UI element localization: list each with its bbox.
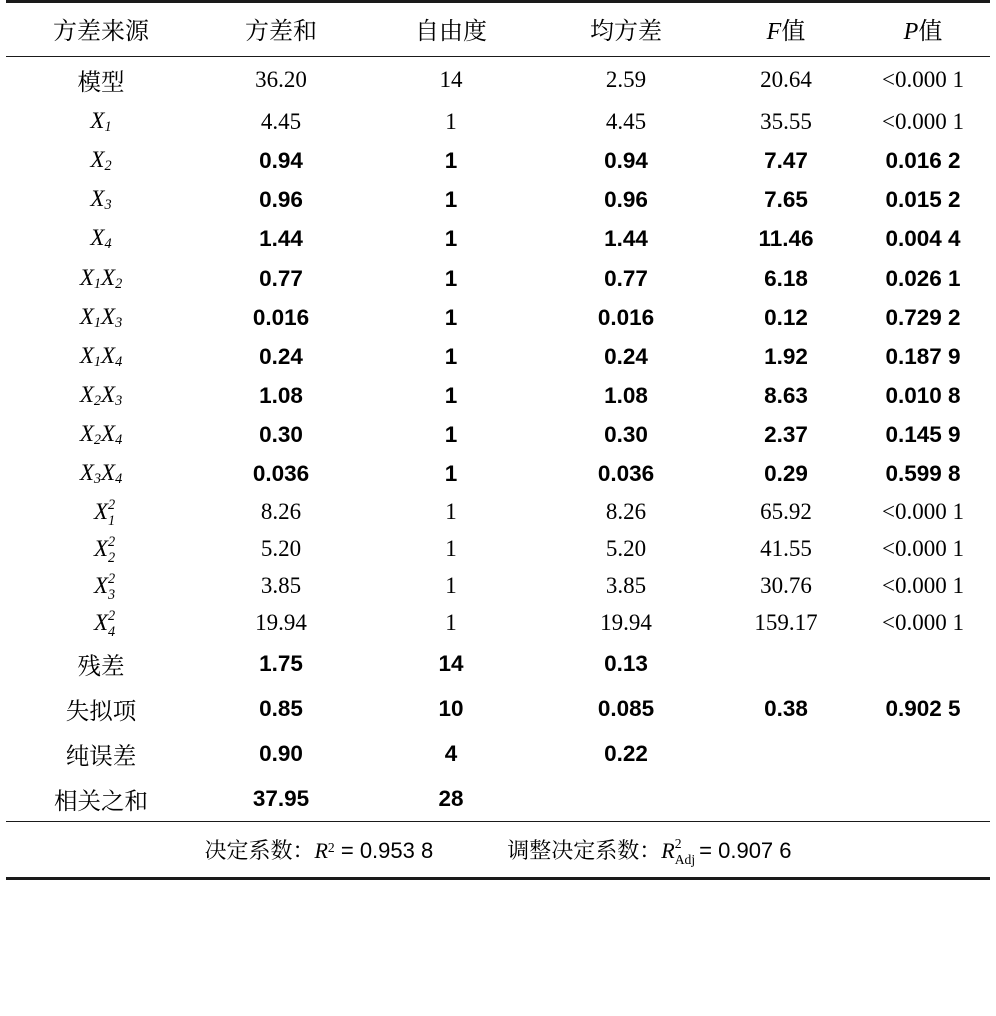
cell-sum-of-squares: 0.016 (252, 304, 310, 330)
cell-degrees-of-freedom: 1 (445, 109, 457, 135)
cell-mean-square: 1.08 (604, 382, 648, 408)
cell-mean-square: 0.036 (597, 461, 655, 487)
cell-mean-square: 0.13 (604, 651, 648, 677)
cell-mean-square: 1.44 (604, 226, 648, 252)
cell-sum-of-squares: 19.94 (255, 610, 307, 636)
cell-mean-square: 0.22 (604, 741, 648, 767)
cell-p-value: 0.004 4 (885, 226, 961, 252)
cell-f-value: 8.63 (764, 382, 808, 408)
cell-source: X 4 2 (93, 607, 116, 640)
cell-mean-square: 0.016 (597, 304, 655, 330)
cell-sum-of-squares: 4.45 (260, 109, 302, 135)
cell-source: X 2 2 (93, 533, 116, 566)
cell-degrees-of-freedom: 1 (445, 573, 457, 599)
cell-sum-of-squares: 1.08 (259, 382, 303, 408)
cell-f-value: 159.17 (754, 610, 818, 636)
cell-f-value: 1.92 (764, 343, 808, 369)
table-row (6, 530, 990, 567)
table-footer (6, 822, 990, 879)
cell-mean-square (536, 776, 716, 822)
table-row (6, 57, 990, 103)
cell-mean-square: 0.085 (597, 696, 655, 722)
cell-p-value: 0.145 9 (885, 422, 961, 448)
footer-stats-cell (6, 822, 990, 879)
table-row (6, 493, 990, 530)
cell-f-value: 2.37 (764, 422, 808, 448)
table-row (6, 180, 990, 219)
cell-f-value (716, 731, 856, 776)
cell-sum-of-squares: 0.24 (259, 343, 303, 369)
cell-p-value: 0.016 2 (885, 148, 961, 174)
adjusted-r-squared-symbol: R Adj 2 (661, 835, 696, 868)
cell-degrees-of-freedom: 14 (439, 67, 463, 92)
column-header-p-value: P值 (856, 2, 990, 57)
cell-degrees-of-freedom: 1 (444, 304, 458, 330)
cell-f-value: 65.92 (760, 499, 812, 525)
cell-degrees-of-freedom: 10 (438, 696, 464, 722)
cell-degrees-of-freedom: 1 (444, 148, 458, 174)
table-header (6, 2, 990, 57)
cell-source: X 3 2 (93, 570, 116, 603)
cell-p-value: 0.902 5 (885, 696, 961, 722)
cell-f-value: 20.64 (760, 67, 812, 92)
cell-source: $X_1X_3$ (79, 303, 123, 331)
cell-sum-of-squares: 1.75 (259, 651, 303, 677)
table-row (6, 686, 990, 731)
cell-sum-of-squares: 0.94 (259, 148, 303, 174)
cell-p-value: 0.010 8 (885, 382, 961, 408)
cell-source: $X_1X_2$ (79, 264, 123, 292)
r-squared-stat: 决定系数：$R^2 = 0.953$ 8 (204, 838, 434, 864)
cell-degrees-of-freedom: 1 (445, 536, 457, 562)
cell-f-value: 41.55 (760, 536, 812, 562)
cell-source: 纯误差 (65, 743, 137, 770)
cell-mean-square: 8.26 (605, 499, 647, 525)
cell-mean-square: 0.30 (604, 422, 648, 448)
cell-p-value: 0.026 1 (885, 265, 961, 291)
cell-mean-square: 4.45 (605, 109, 647, 135)
r-squared-value: = 0.953 8 (340, 838, 434, 864)
cell-degrees-of-freedom: 1 (444, 187, 458, 213)
cell-source: 失拟项 (65, 698, 137, 725)
cell-mean-square: 3.85 (605, 573, 647, 599)
cell-source: X 1 2 (93, 496, 116, 529)
cell-degrees-of-freedom: 1 (444, 265, 458, 291)
cell-p-value: <0.000 1 (882, 536, 964, 562)
r-squared-label: 决定系数： (204, 838, 315, 864)
cell-degrees-of-freedom: 14 (438, 651, 464, 677)
cell-f-value: 0.38 (764, 696, 808, 722)
cell-p-value: <0.000 1 (882, 499, 964, 525)
cell-source: $X_1$ (90, 108, 112, 136)
column-header-sum-of-squares: 方差和 (196, 2, 366, 57)
cell-sum-of-squares: 0.85 (259, 696, 303, 722)
table-row (6, 776, 990, 822)
cell-source: $X_3X_4$ (79, 460, 123, 488)
table-body (6, 57, 990, 822)
cell-p-value: 0.599 8 (885, 461, 961, 487)
cell-source: $X_4$ (90, 225, 112, 253)
cell-source: $X_2X_3$ (79, 381, 123, 409)
table-row (6, 567, 990, 604)
column-header-mean-square: 均方差 (536, 2, 716, 57)
cell-source: $X_1X_4$ (79, 342, 123, 370)
table-row (6, 731, 990, 776)
cell-sum-of-squares: 8.26 (260, 499, 302, 525)
cell-p-value (856, 731, 990, 776)
cell-sum-of-squares: 0.90 (259, 741, 303, 767)
cell-degrees-of-freedom: 1 (445, 610, 457, 636)
cell-p-value: 0.015 2 (885, 187, 961, 213)
cell-degrees-of-freedom: 1 (444, 461, 458, 487)
cell-f-value (716, 776, 856, 822)
table-row (6, 337, 990, 376)
cell-f-value: 6.18 (764, 265, 808, 291)
cell-mean-square: 19.94 (600, 610, 652, 636)
cell-sum-of-squares: 36.20 (255, 67, 307, 92)
cell-f-value: 7.47 (764, 148, 808, 174)
cell-p-value: 0.187 9 (885, 343, 961, 369)
cell-degrees-of-freedom: 1 (444, 226, 458, 252)
adjusted-r-squared-value: = 0.907 6 (699, 838, 792, 864)
cell-sum-of-squares: 5.20 (260, 536, 302, 562)
table-row (6, 102, 990, 141)
adjusted-r-squared-stat (507, 834, 792, 868)
cell-degrees-of-freedom: 1 (444, 343, 458, 369)
header-row (6, 2, 990, 57)
cell-sum-of-squares: 3.85 (260, 573, 302, 599)
table-row (6, 454, 990, 493)
footer-row (6, 822, 990, 879)
table-row (6, 298, 990, 337)
cell-f-value (716, 641, 856, 686)
cell-f-value: 11.46 (758, 226, 814, 252)
cell-sum-of-squares: 37.95 (252, 786, 310, 812)
cell-degrees-of-freedom: 1 (445, 499, 457, 525)
cell-f-value: 30.76 (760, 573, 812, 599)
table-row (6, 259, 990, 298)
cell-source: 模型 (77, 69, 125, 95)
cell-degrees-of-freedom: 1 (444, 382, 458, 408)
table-row (6, 415, 990, 454)
cell-mean-square: 0.96 (604, 187, 648, 213)
cell-degrees-of-freedom: 1 (444, 422, 458, 448)
cell-p-value (856, 641, 990, 686)
adjusted-r-squared-label: 调整决定系数： (507, 838, 662, 864)
cell-f-value: 7.65 (764, 187, 808, 213)
table-row (6, 141, 990, 180)
cell-mean-square: 2.59 (605, 67, 647, 92)
table-row (6, 641, 990, 686)
cell-sum-of-squares: 0.036 (252, 461, 310, 487)
cell-mean-square: 5.20 (605, 536, 647, 562)
cell-mean-square: 0.77 (604, 265, 648, 291)
cell-source: $X_2X_4$ (79, 421, 123, 449)
cell-degrees-of-freedom: 4 (444, 741, 458, 767)
cell-source: $X_3$ (90, 186, 112, 214)
cell-f-value: 35.55 (760, 109, 812, 135)
cell-sum-of-squares: 1.44 (259, 226, 303, 252)
table-row (6, 376, 990, 415)
anova-table (6, 0, 990, 880)
r-squared-symbol: R (314, 838, 328, 864)
cell-source: 相关之和 (54, 788, 148, 815)
cell-p-value: <0.000 1 (882, 67, 964, 92)
cell-p-value: 0.729 2 (885, 304, 961, 330)
column-header-source: 方差来源 (6, 2, 196, 57)
cell-source: 残差 (77, 653, 125, 680)
cell-p-value: <0.000 1 (882, 573, 964, 599)
cell-mean-square: 0.94 (604, 148, 648, 174)
cell-p-value: <0.000 1 (882, 610, 964, 636)
cell-p-value: <0.000 1 (882, 109, 964, 135)
cell-f-value: 0.12 (764, 304, 808, 330)
table-row (6, 604, 990, 641)
cell-degrees-of-freedom: 28 (438, 786, 464, 812)
cell-f-value: 0.29 (764, 461, 808, 487)
cell-sum-of-squares: 0.30 (259, 422, 303, 448)
cell-sum-of-squares: 0.96 (259, 187, 303, 213)
cell-source: $X_2$ (90, 147, 112, 175)
cell-mean-square: 0.24 (604, 343, 648, 369)
column-header-degrees-of-freedom: 自由度 (366, 2, 536, 57)
cell-sum-of-squares: 0.77 (259, 265, 303, 291)
cell-p-value (856, 776, 990, 822)
table-row (6, 219, 990, 258)
column-header-f-value: F值 (716, 2, 856, 57)
